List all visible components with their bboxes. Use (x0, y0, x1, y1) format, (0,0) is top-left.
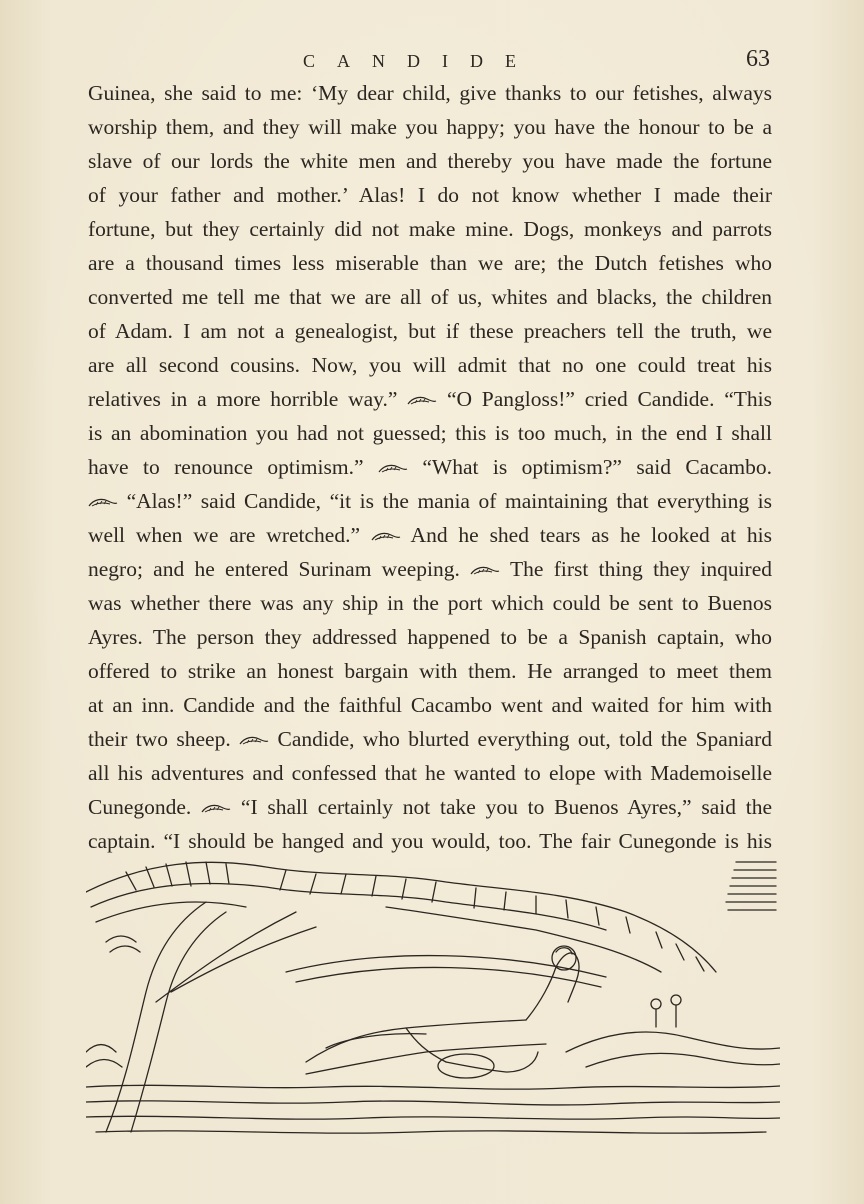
text-line (88, 756, 772, 790)
text-line (88, 212, 772, 246)
text-segment: are all second cousins. Now, you will admit that no one could treat his (88, 353, 772, 377)
text-line (88, 586, 772, 620)
page-number: 63 (746, 46, 770, 72)
text-line (88, 552, 772, 586)
text-segment: captain. “I should be hanged and you would, too. The fair Cunegonde is his (88, 829, 772, 853)
text-line (88, 144, 772, 178)
leaf-ornament-icon (88, 497, 118, 509)
woodcut-illustration (86, 852, 780, 1140)
leaf-ornament-icon (470, 565, 500, 577)
text-segment: relatives in a more horrible way.” (88, 387, 398, 411)
text-segment: of Adam. I am not a genealogist, but if these preachers tell the truth, we (88, 319, 772, 343)
text-segment: is an abomination you had not guessed; this is too much, in the end I shall (88, 421, 772, 445)
text-line (88, 246, 772, 280)
text-segment: The first thing they inquired (510, 557, 772, 581)
text-segment: offered to strike an honest bargain with them. He arranged to meet them (88, 659, 772, 683)
text-segment: at an inn. Candide and the faithful Cacambo went and waited for him with (88, 693, 772, 717)
text-segment: Ayres. The person they addressed happened to be a Spanish captain, who (88, 625, 772, 649)
text-segment: Cunegonde. (88, 795, 192, 819)
text-line (88, 280, 772, 314)
text-line (88, 416, 772, 450)
leaf-ornament-icon (239, 735, 269, 747)
leaf-ornament-icon (407, 395, 437, 407)
text-line (88, 722, 772, 756)
text-line (88, 654, 772, 688)
text-segment: Guinea, she said to me: ‘My dear child, give thanks to our fetishes, always (88, 81, 772, 105)
text-segment: all his adventures and confessed that he wanted to elope with Mademoiselle (88, 761, 772, 785)
text-line (88, 382, 772, 416)
text-segment: are a thousand times less miserable than we are; the Dutch fetishes who (88, 251, 772, 275)
text-segment: worship them, and they will make you happy; you have the honour to be a (88, 115, 772, 139)
text-segment: well when we are wretched.” (88, 523, 361, 547)
text-segment: fortune, but they certainly did not make mine. Dogs, monkeys and parrots (88, 217, 772, 241)
text-segment: “I shall certainly not take you to Buenos Ayres,” said the (240, 795, 772, 819)
text-line (88, 76, 772, 110)
text-line (88, 790, 772, 824)
text-segment: “What is optimism?” said Cacambo. (422, 455, 772, 479)
text-line (88, 518, 772, 552)
text-segment: “Alas!” said Candide, “it is the mania of maintaining that everything is (126, 489, 772, 513)
text-segment: slave of our lords the white men and thereby you have made the fortune (88, 149, 772, 173)
body-text (88, 76, 772, 858)
text-line (88, 484, 772, 518)
text-line (88, 314, 772, 348)
text-line (88, 348, 772, 382)
text-segment: was whether there was any ship in the port which could be sent to Buenos (88, 591, 772, 615)
leaf-ornament-icon (201, 803, 231, 815)
text-line (88, 110, 772, 144)
text-line (88, 620, 772, 654)
text-segment: negro; and he entered Surinam weeping. (88, 557, 460, 581)
running-head (0, 46, 864, 76)
text-segment: of your father and mother.’ Alas! I do not know whether I made their (88, 183, 772, 207)
text-segment: have to renounce optimism.” (88, 455, 364, 479)
leaf-ornament-icon (378, 463, 408, 475)
text-line (88, 688, 772, 722)
text-line (88, 450, 772, 484)
text-segment: their two sheep. (88, 727, 231, 751)
text-line (88, 178, 772, 212)
text-segment: And he shed tears as he looked at his (410, 523, 772, 547)
text-segment: “O Pangloss!” cried Candide. “This (446, 387, 772, 411)
text-segment: converted me tell me that we are all of us, whites and blacks, the children (88, 285, 772, 309)
running-title: CANDIDE (303, 51, 538, 71)
text-segment: Candide, who blurted everything out, told the Spaniard (277, 727, 772, 751)
leaf-ornament-icon (371, 531, 401, 543)
